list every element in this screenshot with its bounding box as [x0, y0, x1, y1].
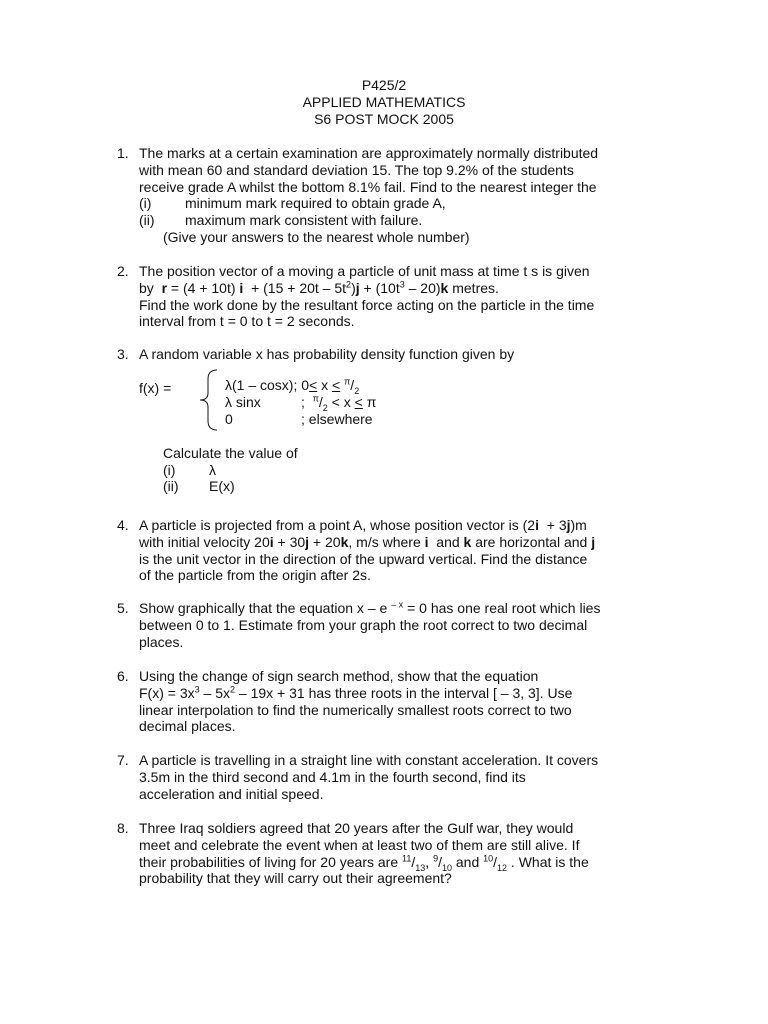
question-text-line: is the unit vector in the direction of the upward vertical. Find the distance [139, 550, 588, 567]
part-text: E(x) [209, 478, 235, 495]
question-text-line: receive grade A whilst the bottom 8.1% fail. Find to the nearest integer the [139, 178, 597, 195]
part-text: maximum mark consistent with failure. [185, 212, 423, 229]
question-6 [117, 668, 657, 735]
question-note: (Give your answers to the nearest whole number) [163, 228, 470, 245]
question-part [139, 212, 657, 229]
piecewise-function [139, 369, 657, 433]
question-text-line: with mean 60 and standard deviation 15. The top 9.2% of the students [139, 161, 574, 178]
question-8 [117, 820, 657, 887]
question-text-line: decimal places. [139, 718, 236, 735]
question-text-line: Calculate the value of [163, 444, 298, 461]
left-brace-icon [197, 369, 219, 431]
question-5 [117, 600, 657, 650]
question-number: 1. [117, 145, 129, 161]
part-text: minimum mark required to obtain grade A, [185, 195, 446, 212]
question-text-line: between 0 to 1. Estimate from your graph the root correct to two decimal [139, 616, 588, 633]
question-text-line: A particle is projected from a point A, whose position vector is (2i + 3j)m [139, 517, 587, 533]
question-text-line: Three Iraq soldiers agreed that 20 years after the Gulf war, they would [139, 820, 574, 836]
question-text-line: interval from t = 0 to t = 2 seconds. [139, 313, 355, 330]
part-label: (i) [139, 195, 152, 212]
question-text-line: with initial velocity 20i + 30j + 20k, m/s where i and k are horizontal and j [139, 533, 596, 550]
question-text-line: linear interpolation to find the numerically smallest roots correct to two [139, 701, 572, 718]
part-label: (ii) [139, 212, 155, 229]
question-text-line: Show graphically that the equation x – e $^{- x}$ = 0 has one real root which lies [139, 599, 601, 616]
question-text-line: A random variable x has probability density function given by [139, 346, 515, 362]
position-vector-equation: by r = (4 + 10t) $i + (15 + 20t - 5t^2)j + (10t^3 - 20)k$ metres. [139, 279, 499, 296]
question-text-line: 3.5m in the third second and 4.1m in the fourth second, find its [139, 768, 526, 785]
paper-subject: APPLIED MATHEMATICS [302, 94, 466, 110]
question-part [139, 195, 657, 212]
case-2-expression: λ sinx [225, 393, 261, 410]
question-text-line: Using the change of sign search method, show that the equation [139, 668, 539, 684]
question-number: 8. [117, 820, 129, 836]
question-number: 6. [117, 668, 129, 684]
question-text-line: their probabilities of living for 20 years are $^{11}/_{13}$, $^9/_{10}$ and $^{10}/_{12}$ . What is the [139, 852, 589, 873]
question-text-line: meet and celebrate the event when at least two of them are still alive. If [139, 836, 580, 853]
question-text-line: places. [139, 633, 184, 650]
paper-code: P425/2 [361, 77, 407, 93]
case-2-domain: ; $^\pi/_2 < x < \pi$ [301, 393, 377, 413]
question-text-line: Find the work done by the resultant force acting on the particle in the time [139, 296, 595, 313]
question-number: 5. [117, 600, 129, 616]
question-number: 4. [117, 517, 129, 533]
question-text-line: The position vector of a moving a particle of unit mass at time t s is given [139, 263, 590, 279]
question-text-line: A particle is travelling in a straight line with constant acceleration. It covers [139, 752, 599, 768]
question-3 [117, 346, 657, 495]
exam-header [0, 77, 768, 128]
question-number: 3. [117, 346, 129, 362]
question-number: 2. [117, 263, 129, 279]
question-4 [117, 517, 657, 584]
question-text-line: probability that they will carry out their agreement? [139, 870, 452, 887]
question-text-line: The marks at a certain examination are approximately normally distributed [139, 145, 599, 161]
question-2 [117, 263, 657, 330]
part-label: (i) [163, 461, 176, 478]
case-1-expression: λ(1 – cosx); $0< x < ^\pi/_2$ [225, 376, 360, 396]
case-3-domain: ; elsewhere [301, 410, 373, 427]
question-number: 7. [117, 752, 129, 768]
function-label: f(x) = [139, 379, 172, 396]
question-1 [117, 145, 657, 246]
question-part [163, 462, 657, 479]
question-part [163, 478, 657, 495]
part-text: λ [209, 461, 216, 478]
question-subparts [163, 445, 657, 495]
question-text-line: of the particle from the origin after 2s. [139, 567, 371, 584]
part-label: (ii) [163, 478, 179, 495]
paper-exam-title: S6 POST MOCK 2005 [314, 111, 454, 127]
case-3-expression: 0 [225, 410, 233, 427]
question-7 [117, 752, 657, 802]
cubic-equation: $F(x) = 3x^3 - 5x^2 - 19x + 31$ has three roots in the interval [ – 3, 3]. Use [139, 684, 573, 701]
question-text-line: acceleration and initial speed. [139, 785, 324, 802]
